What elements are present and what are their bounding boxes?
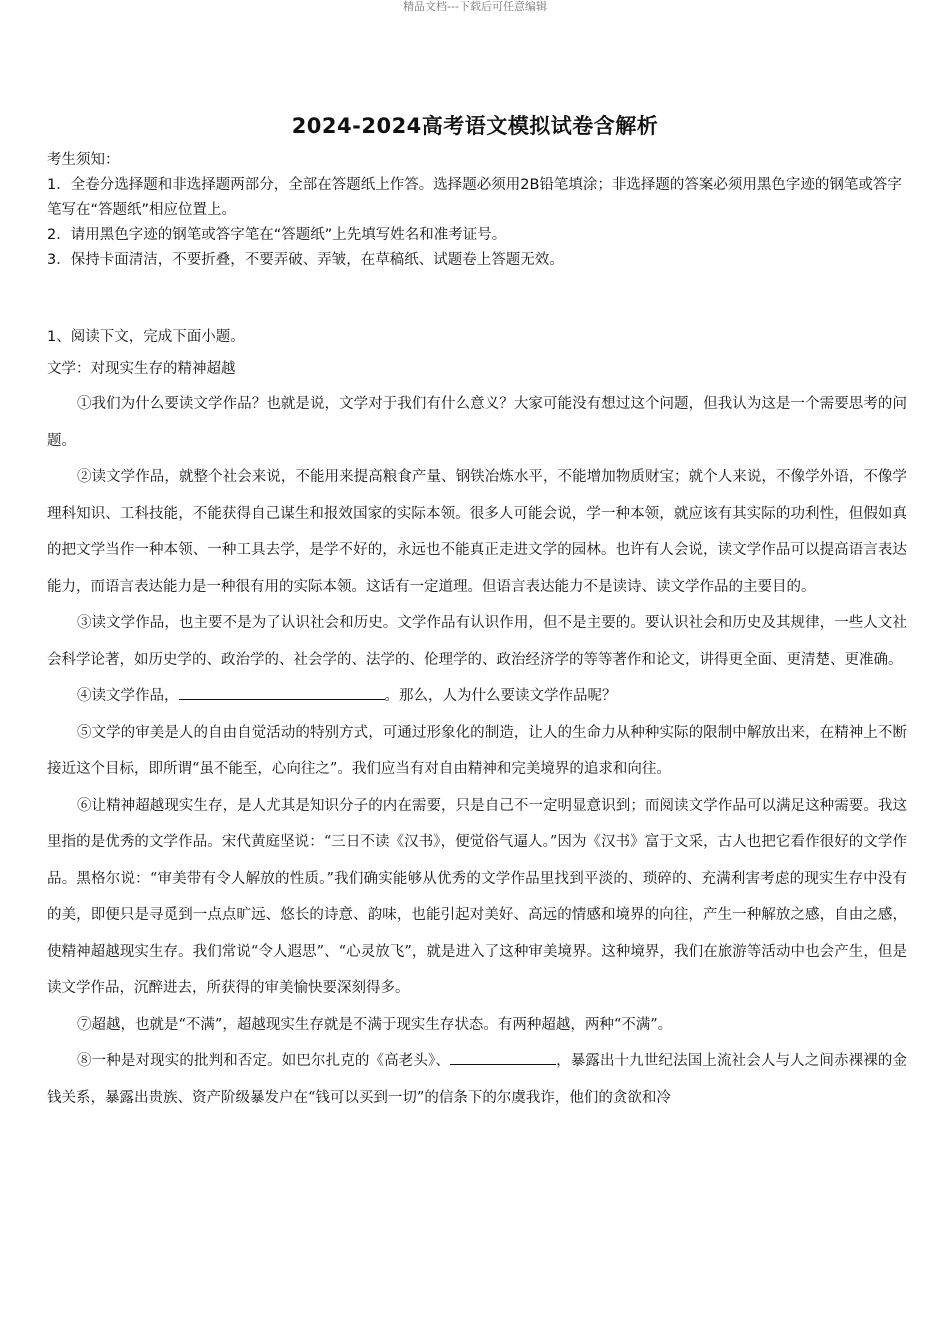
paragraph-3: ③读文学作品，也主要不是为了认识社会和历史。文学作品有认识作用，但不是主要的。要认识社会和历史及其规律，一些人文社会科学论著，如历史学的、政治学的、社会学的、法学的、伦理学的、政治经济学的等等著作和论文，讲得更全面、更清楚、更准确。 (47, 615, 907, 668)
reading-question (47, 322, 907, 1116)
fill-blank-2[interactable] (450, 1050, 556, 1066)
notice-item: 3．保持卡面清洁，不要折叠，不要弄破、弄皱，在草稿纸、试题卷上答题无效。 (47, 252, 564, 268)
question-heading: 1、阅读下文，完成下面小题。 (47, 329, 245, 345)
paragraph-8-before: ⑧一种是对现实的批判和否定。如巴尔扎克的《高老头》、 (77, 1053, 450, 1069)
notice-heading: 考生须知： (47, 152, 120, 168)
paragraph-6: ⑥让精神超越现实生存，是人尤其是知识分子的内在需要，只是自己不一定明显意识到；而阅读文学作品可以满足这种需要。我这里指的是优秀的文学作品。宋代黄庭坚说：“三日不读《汉书》，便觉俗气逼人。”因为《汉书》富于文采，古人也把它看作很好的文学作品。黑格尔说：“审美带有令人解放的性质。”我们确实能够从优秀的文学作品里找到平淡的、琐碎的、充满利害考虑的现实生存中没有的美，即便只是寻觅到一点点旷远、悠长的诗意、韵味，也能引起对美好、高远的情感和境界的向往，产生一种解放之感，自由之感，使精神超越现实生存。我们常说“令人遐思”、“心灵放飞”，就是进入了这种审美境界。这种境界，我们在旅游等活动中也会产生，但是读文学作品，沉醉进去，所获得的审美愉快要深刻得多。 (47, 797, 907, 996)
paragraph-4-before: ④读文学作品， (77, 688, 179, 704)
paragraph-8 (47, 1043, 907, 1116)
paragraph-5: ⑤文学的审美是人的自由自觉活动的特别方式，可通过形象化的制造，让人的生命力从种种实际的限制中解放出来，在精神上不断接近这个目标，即所谓“虽不能至，心向往之”。我们应当有对自由精神和完美境界的追求和向往。 (47, 724, 907, 777)
notice-item: 1．全卷分选择题和非选择题两部分，全部在答题纸上作答。选择题必须用2B铅笔填涂；非选择题的答案必须用黑色字迹的钢笔或答字笔写在“答题纸”相应位置上。 (47, 177, 902, 218)
paragraph-1: ①我们为什么要读文学作品？也就是说，文学对于我们有什么意义？大家可能没有想过这个问题，但我认为这是一个需要思考的问题。 (47, 396, 907, 449)
paragraph-8-after: ，暴露出十九世纪法国上流社会人与人之间赤裸裸的金钱关系，暴露出贵族、资产阶级暴发户在“钱可以买到一切”的信条下的尔虞我诈，他们的贪欲和冷 (47, 1053, 907, 1106)
fill-blank-1[interactable] (179, 685, 385, 701)
paragraph-7: ⑦超越，也就是“不满”，超越现实生存就是不满于现实生存状态。有两种超越，两种“不满”。 (77, 1016, 673, 1033)
paragraph-4 (47, 678, 907, 715)
article-title: 文学：对现实生存的精神超越 (47, 361, 236, 377)
paragraph-2: ②读文学作品，就整个社会来说，不能用来提高粮食产量、钢铁冶炼水平，不能增加物质财宝；就个人来说，不像学外语，不像学理科知识、工科技能，不能获得自己谋生和报效国家的实际本领。很多人可能会说，学一种本领，就应该有其实际的功利性，但假如真的把文学当作一种本领、一种工具去学，是学不好的，永远也不能真正走进文学的园林。也许有人会说，读文学作品可以提高语言表达能力，而语言表达能力是一种很有用的实际本领。这话有一定道理。但语言表达能力不是读诗、读文学作品的主要目的。 (47, 469, 907, 595)
page-header-note: 精品文档---下载后可任意编辑 (403, 0, 547, 13)
exam-notice (47, 148, 907, 273)
paragraph-4-after: 。那么，人为什么要读文学作品呢？ (384, 688, 617, 704)
notice-item: 2．请用黑色字迹的钢笔或答字笔在“答题纸”上先填写姓名和准考证号。 (47, 227, 507, 243)
document-title: 2024-2024高考语文模拟试卷含解析 (291, 114, 659, 138)
